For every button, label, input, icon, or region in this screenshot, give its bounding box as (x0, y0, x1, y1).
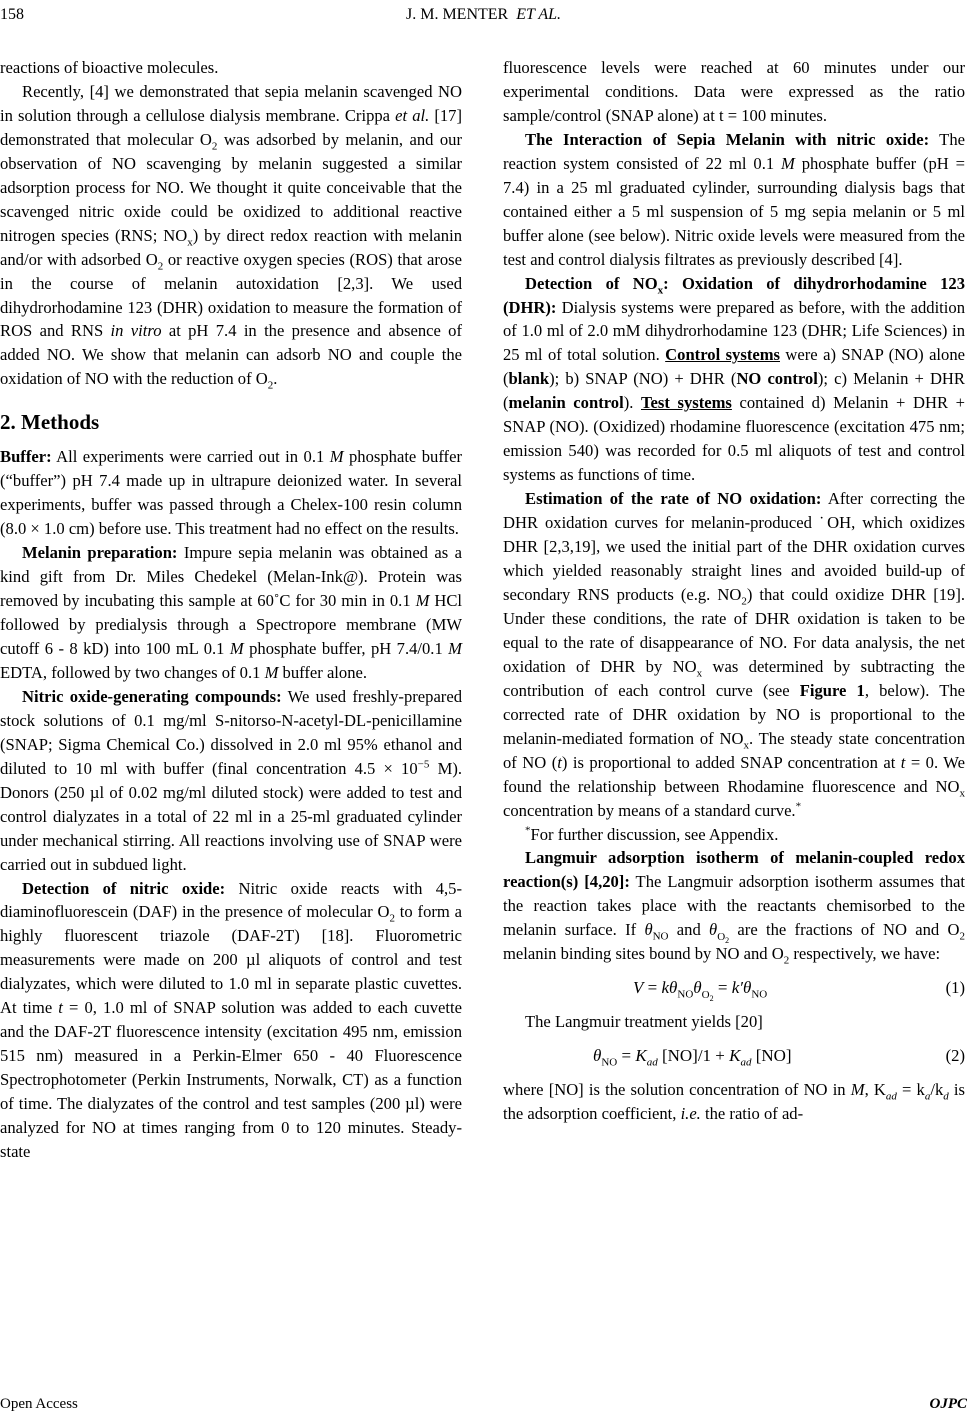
footer-open-access: Open Access (0, 1396, 78, 1412)
equation-2 (503, 1034, 965, 1078)
right-column (503, 56, 965, 1126)
equation-1-number: (1) (945, 978, 965, 998)
equation-2-expression: $\theta_{NO} = K_{ad}$ $[NO]/1 + K_{ad}$ [NO] (593, 1046, 792, 1069)
running-title-authors: J. M. MENTER (406, 6, 509, 23)
paragraph-detection-nox: Detection of $NO_x$: Oxidation of dihydrorhodamine 123 (DHR): Dialysis systems were prepared as before, with the addition of 1.0 ml of 2.0 mM dihydrorhodamine 123 (DHR; Life Sciences) in 25 ml of total solution. Control systems were a) SNAP (NO) alone (blank); b) SNAP (NO) + DHR (NO control); c) Melanin + DHR (melanin control). Test systems contained d) Melanin + DHR + SNAP (NO). (Oxidized) rhodamine fluorescence (excitation 475 nm; emission 540) was recorded for 0.5 ml aliquots of test and control systems as functions of time. (503, 273, 966, 485)
equation-1 (503, 966, 965, 1010)
paragraph-intro: Recently, [4] we demonstrated that sepia melanin scavenged NO in solution through a cellulose dialysis membrane. Crippa et al. [17] demonstrated that molecular $O_2$ was adsorbed by melanin, and our observation of NO scavenging by melanin suggested a similar adsorption process for NO. We thought it quite conceivable that the scavenged nitric oxide could be oxidized to additional reactive nitrogen species (RNS; $NO_x$) by direct redox reaction with melanin and/or with adsorbed $O_2$ or reactive oxygen species (ROS) that arose in the course of melanin autoxidation [2,3]. We used dihydrorhodamine 123 (DHR) oxidation to measure the formation of ROS and RNS in vitro at pH 7.4 in the presence and absence of added NO. We show that melanin can adsorb NO and couple the oxidation of NO with the reduction of $O_2$. (0, 81, 462, 392)
paragraph-langmuir-treatment: The Langmuir treatment yields [20] (525, 1012, 763, 1032)
running-title (0, 6, 967, 24)
paragraph: fluorescence levels were reached at 60 minutes under our experimental conditions. Data were expressed as the ratio sample/control (SNAP alone) at t = 100 minutes. (503, 58, 965, 125)
paragraph-detection-nitric-oxide: Detection of nitric oxide: Nitric oxide reacts with 4,5-diaminofluorescein (DAF) in the presence of molecular $O_2$ to form a highly fluorescent triazole (DAF-2T) [18]. Fluorometric measurements were made on 200 µl aliquots of control and test dialyzates, which were diluted to 1.0 ml in separate plastic cuvettes. At time t = 0, 1.0 ml of SNAP solution was added to each cuvette and the DAF-2T fluorescence intensity (excitation 495 nm, emission 515 nm) measured in a Perkin-Elmer 650 - 40 Fluorescence Spectrophotometer (Perkin Instruments, Norwalk, CT) as a function of time. The dialyzates of the control and test samples (200 µl) were analyzed for NO at times ranging from 0 to 120 minutes. Steady-state (0, 878, 462, 1161)
section-heading-methods: 2. Methods (0, 410, 100, 435)
paragraph: reactions of bioactive molecules. (0, 58, 219, 77)
left-column (0, 56, 462, 1164)
paragraph-where: where [NO] is the solution concentration of NO in M, $K_{ad} = k_a/k_d$ is the adsorption coefficient, i.e. the ratio of ad- (503, 1080, 966, 1124)
paragraph-interaction: The Interaction of Sepia Melanin with nitric oxide: The reaction system consisted of 22 ml 0.1 M phosphate buffer (pH = 7.4) in a 25 ml graduated cylinder, surrounding dialysis bags that contained either a 5 ml suspension of 5 mg sepia melanin or 5 ml buffer alone (see below). Nitric oxide levels were measured from the test and control dialysis filtrates as previously described [4]. (503, 129, 965, 269)
footer-journal-abbrev: OJPC (929, 1396, 967, 1412)
page-footer (0, 1396, 967, 1414)
paragraph-estimation-rate: Estimation of the rate of NO oxidation: After correcting the DHR oxidation curves for melanin-produced ˙OH, which oxidizes DHR [2,3,19], we used the initial part of the DHR oxidation curves which yielded reasonably straight lines and avoided build-up of secondary RNS products (e.g. $NO_2$) that could oxidize DHR [19]. Under these conditions, the rate of DHR oxidation is taken to be equal to the rate of disappearance of NO. For data analysis, the net oxidation of DHR by $NO_x$ was determined by subtracting the contribution of each control curve (see Figure 1, below). The corrected rate of DHR oxidation by NO is proportional to the melanin-mediated formation of $NO_x$. The steady state concentration of NO (t) is proportional to added SNAP concentration at t = 0. We found the relationship between Rhodamine fluorescence and $NO_x$ concentration by means of a standard curve.* (503, 489, 966, 820)
running-title-etal: ET AL. (516, 6, 561, 23)
paragraph-buffer: Buffer: All experiments were carried out in 0.1 M phosphate buffer (“buffer”) pH 7.4 made up in ultrapure deionized water. In several experiments, buffer was passed through a Chelex-100 resin column (8.0 × 1.0 cm) before use. This treatment had no effect on the results. (0, 447, 462, 539)
paragraph-melanin-preparation: Melanin preparation: Impure sepia melanin was obtained as a kind gift from Dr. Miles Chedekel (Melan-Ink@). Protein was removed by incubating this sample at 60˚C for 30 min in 0.1 M HCl followed by predialysis through a Spectropore membrane (MW cutoff 6 - 8 kD) into 100 mL 0.1 M phosphate buffer, pH 7.4/0.1 M EDTA, followed by two changes of 0.1 M buffer alone. (0, 543, 463, 682)
paragraph-nitric-oxide-compounds: Nitric oxide-generating compounds: We used freshly-prepared stock solutions of 0.1 mg/ml S-nitorso-N-acetyl-DL-penicillamine (SNAP; Sigma Chemical Co.) dissolved in 2.0 ml 95% ethanol and diluted to 10 ml with buffer (final concentration $4.5 \times 10^{-5}$ M). Donors (250 µl of 0.02 mg/ml diluted stock) were added to test and control dialyzates in a total of 22 ml in a 25-ml graduated cylinder under mechanical stirring. All reactions involving use of SNAP were carried out in subdued light. (0, 686, 462, 874)
equation-1-expression: $V = k\theta_{NO}\theta_{O_2} = k'\theta_{NO}$ (633, 978, 768, 1003)
equation-2-number: (2) (945, 1046, 965, 1066)
page-header (0, 6, 967, 30)
paragraph-langmuir: Langmuir adsorption isotherm of melanin-coupled redox reaction(s) [4,20]: The Langmuir adsorption isotherm assumes that the reaction takes place with the reactants chemisorbed to the melanin surface. If $\theta_{NO}$ and $\theta_{O_2}$ are the fractions of NO and $O_2$ melanin binding sites bound by NO and $O_2$ respectively, we have: (503, 848, 966, 967)
page-number: 158 (0, 6, 24, 23)
footnote: *For further discussion, see Appendix. (525, 823, 779, 844)
